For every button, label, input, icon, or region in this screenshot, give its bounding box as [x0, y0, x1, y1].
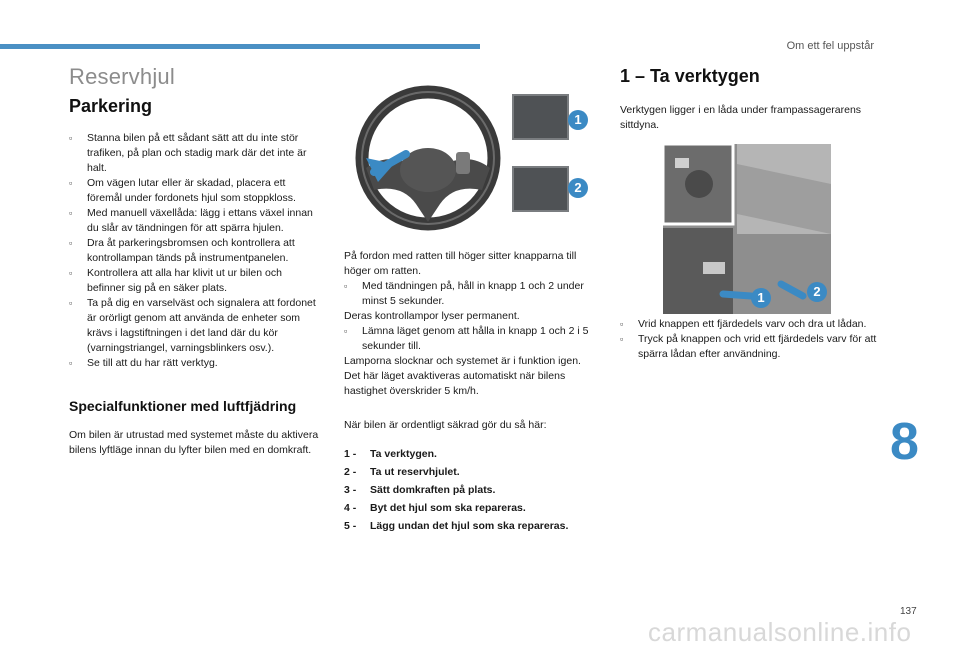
heading-ta-verktygen: 1 – Ta verktygen — [620, 66, 760, 86]
list-item: ▫ Dra åt parkeringsbromsen och kontrollera att kontrollampan tänds på instrumentpanelen. — [69, 236, 319, 266]
callout-1: 1 — [751, 288, 771, 308]
list-item: ▫ Kontrollera att alla har klivit ut ur bilen och befinner sig på en säker plats. — [69, 266, 319, 296]
list-item: ▫ Med tändningen på, håll in knapp 1 och 2 under minst 5 sekunder. — [344, 279, 602, 309]
parking-list — [69, 131, 319, 371]
list-item: 3 - Sätt domkraften på plats. — [344, 484, 496, 496]
restore-text: Lamporna slocknar och systemet är i funktion igen. — [344, 355, 581, 367]
steering-wheel-illustration — [344, 72, 602, 240]
toolbox-instructions — [620, 317, 880, 362]
list-item: ▫ Stanna bilen på ett sådant sätt att du inte stör trafiken, på plan och stadig mark där det inte är halt. — [69, 131, 319, 176]
chapter-number: 8 — [890, 413, 919, 471]
list-item: ▫ Vrid knappen ett fjärdedels varv och dra ut lådan. — [620, 317, 880, 332]
lamps-text: Deras kontrollampor lyser permanent. — [344, 310, 520, 322]
activate-list — [344, 279, 602, 309]
toolbox-illustration — [663, 144, 831, 314]
column-middle — [344, 249, 602, 537]
heading-luftfjadring: Specialfunktioner med luftfjädring — [69, 398, 297, 414]
heading-parkering: Parkering — [69, 96, 153, 116]
button-image-2 — [512, 166, 569, 212]
list-item: ▫ Tryck på knappen och vrid ett fjärdedels varv för att spärra lådan efter användning. — [620, 332, 880, 362]
list-item: 1 - Ta verktygen. — [344, 448, 437, 460]
callout-2: 2 — [807, 282, 827, 302]
list-item: 5 - Lägg undan det hjul som ska repareras. — [344, 520, 569, 532]
list-item: ▫ Se till att du har rätt verktyg. — [69, 356, 319, 371]
secured-text: När bilen är ordentligt säkrad gör du så här: — [344, 419, 547, 431]
page-number: 137 — [900, 606, 917, 617]
button-image-1 — [512, 94, 569, 140]
toolbox-icon — [663, 144, 831, 314]
list-item: 2 - Ta ut reservhjulet. — [344, 466, 460, 478]
list-item: ▫ Ta på dig en varselväst och signalera att fordonet är orörligt genom att använda de enheter som krävs i lagstiftningen i det land där du kör (varningstriangel, varningsblinkers osv.). — [69, 296, 319, 356]
column-right — [620, 64, 880, 133]
tools-location-text: Verktygen ligger i en låda under frampassagerarens sittdyna. — [620, 104, 862, 131]
page-title: Reservhjul — [69, 64, 175, 89]
intro-text: På fordon med ratten till höger sitter knapparna till höger om ratten. — [344, 250, 577, 277]
column-left — [69, 64, 319, 458]
header-bar — [0, 44, 480, 49]
steps-list — [344, 447, 602, 534]
callout-1: 1 — [568, 110, 588, 130]
list-item: 4 - Byt det hjul som ska repareras. — [344, 502, 526, 514]
toolbox-list — [620, 317, 880, 362]
exit-list — [344, 324, 602, 354]
callout-2: 2 — [568, 178, 588, 198]
list-item: ▫ Lämna läget genom att hålla in knapp 1 och 2 i 5 sekunder till. — [344, 324, 602, 354]
list-item: ▫ Med manuell växellåda: lägg i ettans växel innan du slår av tändningen för att spärra hjulen. — [69, 206, 319, 236]
section-header: Om ett fel uppstår — [786, 40, 874, 52]
speed-text: Det här läget avaktiveras automatiskt när bilens hastighet överskrider 5 km/h. — [344, 370, 566, 397]
list-item: ▫ Om vägen lutar eller är skadad, placera ett föremål under fordonets hjul som stoppkloss. — [69, 176, 319, 206]
luftfjadring-text: Om bilen är utrustad med systemet måste du aktivera bilens lyftläge innan du lyfter bilen med en domkraft. — [69, 429, 319, 456]
watermark: carmanualsonline.info — [648, 617, 912, 647]
